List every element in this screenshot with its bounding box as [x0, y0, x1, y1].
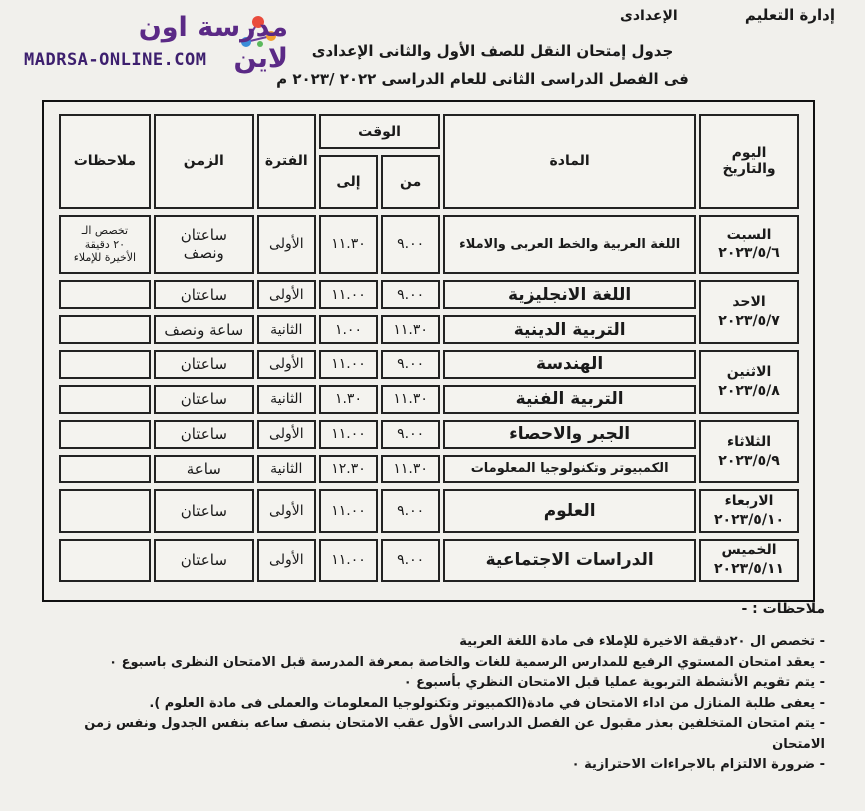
duration-cell: ساعتان: [154, 489, 254, 532]
note-item: - يتم امتحان المتخلفين بعذر مقبول عن الفصل الدراسى الأول عقب الامتحان بنصف ساعه بنفس الجدول ونفس زمن: [84, 716, 825, 731]
note-item: الامتحان: [772, 736, 825, 752]
logo-latin-text: MADRSA-ONLINE.COM: [24, 50, 207, 70]
duration-cell: ساعتان: [154, 350, 254, 379]
to-cell: ١١.٠٠: [319, 539, 378, 582]
note-item: - ضرورة الالتزام بالاجراءات الاحترازية ٠: [571, 757, 825, 772]
table-row: [59, 280, 799, 309]
table-row: [59, 350, 799, 379]
period-cell: الأولى: [257, 215, 316, 275]
to-cell: ١١.٠٠: [319, 489, 378, 532]
period-cell: الأولى: [257, 350, 316, 379]
subject-cell: الكمبيوتر وتكنولوجيا المعلومات: [443, 455, 696, 484]
table-row: [59, 489, 799, 532]
day-cell: السبت ٢٠٢٣/٥/٦: [699, 215, 799, 275]
to-cell: ١.٠٠: [319, 315, 378, 344]
day-cell: الاحد ٢٠٢٣/٥/٧: [699, 280, 799, 344]
day-cell: الثلاثاء ٢٠٢٣/٥/٩: [699, 420, 799, 484]
period-cell: الثانية: [257, 385, 316, 414]
subject-cell: الجبر والاحصاء: [443, 420, 696, 449]
table-row: [59, 215, 799, 275]
notes-heading: ملاحظات : -: [741, 601, 825, 617]
to-cell: ١٢.٣٠: [319, 455, 378, 484]
to-cell: ١١.٣٠: [319, 215, 378, 275]
duration-cell: ساعة: [154, 455, 254, 484]
table-row: [59, 455, 799, 484]
period-cell: الثانية: [257, 315, 316, 344]
document-subtitle: فى الفصل الدراسى الثانى للعام الدراسى ٢٠٢٢ /٢٠٢٣ م: [276, 70, 689, 88]
day-cell: الخميس ٢٠٢٣/٥/١١: [699, 539, 799, 582]
from-cell: ٩.٠٠: [381, 420, 440, 449]
header-subject: المادة: [443, 114, 696, 209]
note-item: - يتم تقويم الأنشطة التربوية عمليا قبل الامتحان النظري بأسبوع ٠: [403, 675, 825, 690]
from-cell: ١١.٣٠: [381, 455, 440, 484]
notes-cell: [59, 539, 151, 582]
subject-cell: اللغة العربية والخط العربى والاملاء: [443, 215, 696, 275]
to-cell: ١.٣٠: [319, 385, 378, 414]
subject-cell: العلوم: [443, 489, 696, 532]
header-from: من: [381, 155, 440, 209]
notes-cell: [59, 280, 151, 309]
duration-cell: ساعتان: [154, 385, 254, 414]
note-item: - يعقد امتحان المستوي الرفيع للمدارس الرسمية للغات والخاصة بمعرفة المدرسة قبل الامتحان النظرى باسبوع ٠: [109, 654, 825, 670]
subject-cell: الهندسة: [443, 350, 696, 379]
subject-cell: التربية الدينية: [443, 315, 696, 344]
exam-schedule-table: [56, 108, 802, 588]
header-day-date: اليوم والتاريخ: [699, 114, 799, 209]
table-row: [59, 315, 799, 344]
duration-cell: ساعة ونصف: [154, 315, 254, 344]
to-cell: ١١.٠٠: [319, 350, 378, 379]
administration-type: الإعدادى: [620, 8, 678, 24]
table-row: [59, 539, 799, 582]
logo-arabic-text: مدرسة اون لاين: [138, 12, 288, 74]
subject-cell: اللغة الانجليزية: [443, 280, 696, 309]
table-row: [59, 385, 799, 414]
notes-cell: [59, 350, 151, 379]
notes-cell: تخصص الـ ٢٠ دقيقة الأخيرة للإملاء: [59, 215, 151, 275]
administration-label: إدارة التعليم: [744, 6, 835, 24]
period-cell: الأولى: [257, 280, 316, 309]
header-duration: الزمن: [154, 114, 254, 209]
from-cell: ١١.٣٠: [381, 315, 440, 344]
notes-cell: [59, 455, 151, 484]
subject-cell: التربية الفنية: [443, 385, 696, 414]
duration-cell: ساعتان: [154, 420, 254, 449]
notes-list: [35, 632, 825, 776]
header-time: الوقت: [319, 114, 440, 149]
day-cell: الاثنين ٢٠٢٣/٥/٨: [699, 350, 799, 414]
period-cell: الثانية: [257, 455, 316, 484]
site-logo: [18, 10, 288, 72]
period-cell: الأولى: [257, 539, 316, 582]
duration-cell: ساعتان ونصف: [154, 215, 254, 275]
from-cell: ٩.٠٠: [381, 539, 440, 582]
notes-cell: [59, 385, 151, 414]
notes-cell: [59, 489, 151, 532]
table-row: [59, 420, 799, 449]
header-to: إلى: [319, 155, 378, 209]
note-item: - يعفى طلبة المنازل من اداء الامتحان في مادة(الكمبيوتر وتكنولوجيا المعلومات والعملى فى مادة العلوم ).: [149, 695, 825, 711]
to-cell: ١١.٠٠: [319, 280, 378, 309]
from-cell: ٩.٠٠: [381, 280, 440, 309]
header-notes: ملاحظات: [59, 114, 151, 209]
period-cell: الأولى: [257, 420, 316, 449]
from-cell: ١١.٣٠: [381, 385, 440, 414]
period-cell: الأولى: [257, 489, 316, 532]
duration-cell: ساعتان: [154, 539, 254, 582]
document-title: جدول إمتحان النقل للصف الأول والثانى الإعدادى: [311, 42, 674, 60]
day-cell: الاربعاء ٢٠٢٣/٥/١٠: [699, 489, 799, 532]
from-cell: ٩.٠٠: [381, 350, 440, 379]
from-cell: ٩.٠٠: [381, 489, 440, 532]
subject-cell: الدراسات الاجتماعية: [443, 539, 696, 582]
notes-cell: [59, 420, 151, 449]
notes-cell: [59, 315, 151, 344]
duration-cell: ساعتان: [154, 280, 254, 309]
from-cell: ٩.٠٠: [381, 215, 440, 275]
header-period: الفترة: [257, 114, 316, 209]
note-item: - تخصص ال ٢٠دقيقة الاخيرة للإملاء فى مادة اللغة العربية: [459, 634, 825, 649]
to-cell: ١١.٠٠: [319, 420, 378, 449]
